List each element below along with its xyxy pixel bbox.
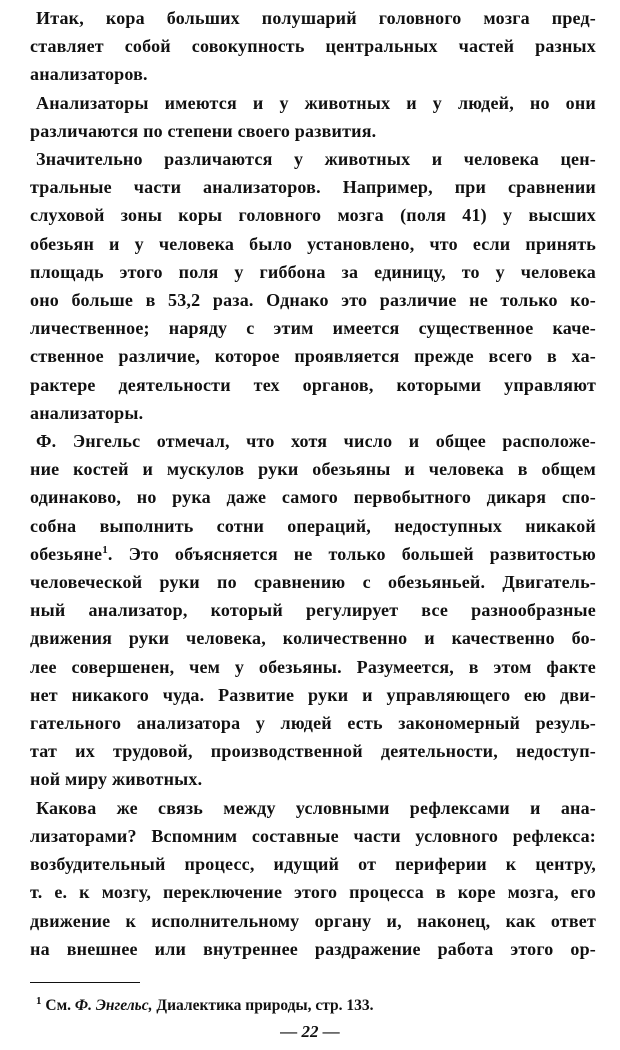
text-line: Значительно различаются у животных и человека цен- (36, 149, 596, 170)
body-text (30, 4, 596, 963)
text-line: слуховой зоны коры головного мозга (поля 41) у высших (30, 205, 596, 226)
footnote-prefix: См. (45, 997, 72, 1015)
text-line: различаются по степени своего развития. (30, 120, 377, 141)
page-number: — 22 — (280, 1022, 340, 1041)
text-fragment: обезьяне (30, 543, 103, 564)
footnote-marker: 1 (102, 543, 108, 556)
text-line: ный анализатор, который регулирует все разнообразные (30, 600, 596, 621)
text-line: лизаторами? Вспомним составные части условного рефлекса: (30, 825, 596, 846)
text-line: Какова же связь между условными рефлексами и ана- (36, 797, 596, 818)
text-line: человеческой руки по сравнению с обезьяньей. Двигатель- (30, 572, 596, 593)
text-line: одинаково, но рука даже самого первобытного дикаря спо- (30, 487, 596, 508)
text-line: ставляет собой совокупность центральных частей разных (30, 36, 596, 57)
text-line: Ф. Энгельс отмечал, что хотя число и общее расположе- (36, 431, 596, 452)
text-line: т. е. к мозгу, переключение этого процесса в коре мозга, его (30, 882, 596, 903)
text-line: собна выполнить сотни операций, недоступных никакой (30, 515, 596, 536)
text-line: нет никакого чуда. Развитие руки и управляющего ею дви- (30, 684, 596, 705)
text-line: ние костей и мускулов руки обезьяны и человека в общем (30, 459, 596, 480)
text-line: ственное различие, которое проявляется прежде всего в ха- (30, 346, 596, 367)
text-line: Итак, кора больших полушарий головного мозга пред- (36, 8, 596, 28)
footnote-author: Ф. Энгельс, (74, 997, 153, 1015)
text-fragment: Это объясняется не только большей развитостью (128, 543, 596, 564)
text-line: лее совершенен, чем у обезьяны. Разумеется, в этом факте (30, 656, 596, 677)
text-line: тральные части анализаторов. Например, при сравнении (30, 177, 596, 198)
footnote-divider (30, 982, 140, 983)
text-line: возбудительный процесс, идущий от периферии к центру, (30, 854, 596, 875)
text-line: обезьян и у человека было установлено, что если принять (30, 233, 596, 254)
text-line: Анализаторы имеются и у животных и у людей, но они (36, 92, 596, 113)
footnote (36, 995, 374, 1015)
text-line: движение к исполнительному органу и, наконец, как ответ (30, 910, 596, 931)
text-line: площадь этого поля у гиббона за единицу, то у человека (30, 261, 596, 282)
text-line: движения руки человека, количественно и качественно бо- (30, 628, 596, 649)
text-line: анализаторов. (30, 64, 148, 85)
text-line: на внешнее или внутреннее раздражение работа этого ор- (30, 938, 596, 959)
text-line: оно больше в 53,2 раза. Однако это различие не только ко- (30, 290, 596, 311)
text-line: гательного анализатора у людей есть закономерный резуль- (30, 713, 596, 734)
text-line: анализаторы. (30, 402, 144, 423)
footnote-title: Диалектика природы, стр. 133. (156, 997, 374, 1015)
text-line: рактере деятельности тех органов, которыми управляют (30, 374, 596, 395)
text-line-with-footnote: обезьяне$^1$. Это объясняется не только большей развитостью (30, 543, 596, 564)
footnote-marker: 1 (36, 995, 42, 1007)
text-line: ной миру животных. (30, 769, 203, 790)
text-line: тат их трудовой, производственной деятельности, недоступ- (30, 741, 596, 762)
text-line: личественное; наряду с этим имеется существенное каче- (30, 318, 596, 339)
